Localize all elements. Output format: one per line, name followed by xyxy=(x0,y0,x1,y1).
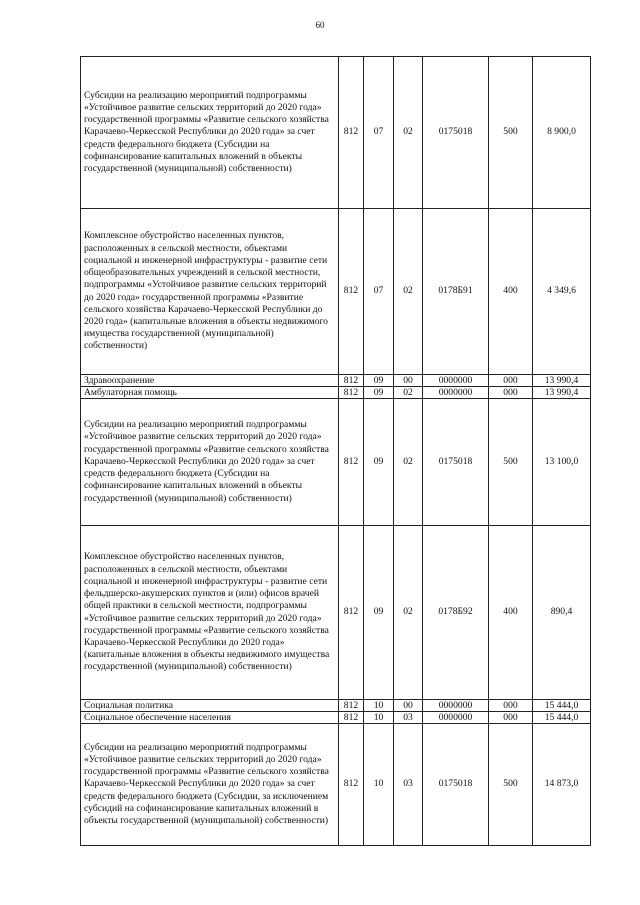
row-description: Субсидии на реализацию мероприятий подпрограммы «Устойчивое развитие сельских территорий до 2020 года» государственной программы «Развитие сельского хозяйства Карачаево-Черкесской Республики до 2020 года» за счет средств федерального бюджета (Субсидии на софинансирование капитальных вложений в объекты государственной (муниципальной) собственности) xyxy=(81,57,339,209)
table-row xyxy=(81,700,591,712)
row-description: Социальная политика xyxy=(81,700,339,712)
row-description: Амбулаторная помощь xyxy=(81,387,339,399)
row-ved-code: 812 xyxy=(339,526,364,700)
table-row xyxy=(81,57,591,209)
row-ved-code: 812 xyxy=(339,724,364,846)
row-description: Комплексное обустройство населенных пунктов, расположенных в сельской местности, объектами социальной и инженерной инфраструктуры - развитие сети фельдшерско-акушерских пунктов и (или) офисов врачей общей практики в сельской местности, подпрограммы «Устойчивое развитие сельских территорий до 2020 года» государственной программы «Развитие сельского хозяйства Карачаево-Черкесской Республики до 2020 года» (капитальные вложения в объекты недвижимого имущества государственной (муниципальной) собственности) xyxy=(81,526,339,700)
row-expense-type-code: 500 xyxy=(489,57,533,209)
row-description: Здравоохранение xyxy=(81,375,339,387)
row-section-code: 09 xyxy=(364,526,394,700)
row-amount: 4 349,6 xyxy=(533,209,591,375)
row-target-code: 0000000 xyxy=(423,712,489,724)
row-description: Комплексное обустройство населенных пунктов, расположенных в сельской местности, объектами социальной и инженерной инфраструктуры - развитие сети общеобразовательных учреждений в сельской местности, подпрограммы «Устойчивое развитие сельских территорий до 2020 года» государственной программы «Развитие сельского хозяйства Карачаево-Черкесской Республики до 2020 года» (капитальные вложения в объекты недвижимого имущества государственной (муниципальной) собственности) xyxy=(81,209,339,375)
row-subsection-code: 00 xyxy=(394,375,423,387)
row-description: Субсидии на реализацию мероприятий подпрограммы «Устойчивое развитие сельских территорий до 2020 года» государственной программы «Развитие сельского хозяйства Карачаево-Черкесской Республики до 2020 года» за счет средств федерального бюджета (Субсидии, за исключением субсидий на софинансирование капитальных вложений в объекты государственной (муниципальной) собственности) xyxy=(81,724,339,846)
row-expense-type-code: 400 xyxy=(489,526,533,700)
row-subsection-code: 02 xyxy=(394,526,423,700)
row-section-code: 10 xyxy=(364,700,394,712)
row-subsection-code: 02 xyxy=(394,399,423,526)
row-amount: 8 900,0 xyxy=(533,57,591,209)
row-target-code: 0178Б91 xyxy=(423,209,489,375)
row-amount: 13 100,0 xyxy=(533,399,591,526)
row-target-code: 0175018 xyxy=(423,57,489,209)
row-expense-type-code: 400 xyxy=(489,209,533,375)
table-row xyxy=(81,712,591,724)
row-subsection-code: 02 xyxy=(394,209,423,375)
row-target-code: 0000000 xyxy=(423,700,489,712)
row-section-code: 09 xyxy=(364,375,394,387)
row-amount: 890,4 xyxy=(533,526,591,700)
row-section-code: 10 xyxy=(364,712,394,724)
row-expense-type-code: 000 xyxy=(489,387,533,399)
row-subsection-code: 02 xyxy=(394,387,423,399)
row-section-code: 07 xyxy=(364,57,394,209)
row-ved-code: 812 xyxy=(339,209,364,375)
row-expense-type-code: 000 xyxy=(489,700,533,712)
row-target-code: 0000000 xyxy=(423,387,489,399)
row-amount: 15 444,0 xyxy=(533,712,591,724)
budget-table-body xyxy=(81,57,591,846)
row-target-code: 0175018 xyxy=(423,399,489,526)
table-row xyxy=(81,399,591,526)
row-section-code: 09 xyxy=(364,387,394,399)
row-expense-type-code: 500 xyxy=(489,724,533,846)
table-row xyxy=(81,375,591,387)
row-target-code: 0175018 xyxy=(423,724,489,846)
row-description: Социальное обеспечение населения xyxy=(81,712,339,724)
row-subsection-code: 03 xyxy=(394,712,423,724)
table-row xyxy=(81,724,591,846)
row-expense-type-code: 000 xyxy=(489,712,533,724)
row-amount: 15 444,0 xyxy=(533,700,591,712)
row-subsection-code: 00 xyxy=(394,700,423,712)
row-description: Субсидии на реализацию мероприятий подпрограммы «Устойчивое развитие сельских территорий до 2020 года» государственной программы «Развитие сельского хозяйства Карачаево-Черкесской Республики до 2020 года» за счет средств федерального бюджета (Субсидии на софинансирование капитальных вложений в объекты государственной (муниципальной) собственности) xyxy=(81,399,339,526)
row-section-code: 07 xyxy=(364,209,394,375)
row-ved-code: 812 xyxy=(339,399,364,526)
row-amount: 14 873,0 xyxy=(533,724,591,846)
row-expense-type-code: 500 xyxy=(489,399,533,526)
row-target-code: 0000000 xyxy=(423,375,489,387)
row-ved-code: 812 xyxy=(339,712,364,724)
row-amount: 13 990,4 xyxy=(533,387,591,399)
table-row xyxy=(81,387,591,399)
row-section-code: 09 xyxy=(364,399,394,526)
row-target-code: 0178Б92 xyxy=(423,526,489,700)
row-ved-code: 812 xyxy=(339,700,364,712)
budget-table xyxy=(80,56,591,846)
row-ved-code: 812 xyxy=(339,375,364,387)
row-expense-type-code: 000 xyxy=(489,375,533,387)
row-section-code: 10 xyxy=(364,724,394,846)
row-subsection-code: 02 xyxy=(394,57,423,209)
row-ved-code: 812 xyxy=(339,387,364,399)
table-row xyxy=(81,526,591,700)
table-row xyxy=(81,209,591,375)
page-number: 60 xyxy=(315,20,325,30)
row-ved-code: 812 xyxy=(339,57,364,209)
row-subsection-code: 03 xyxy=(394,724,423,846)
row-amount: 13 990,4 xyxy=(533,375,591,387)
